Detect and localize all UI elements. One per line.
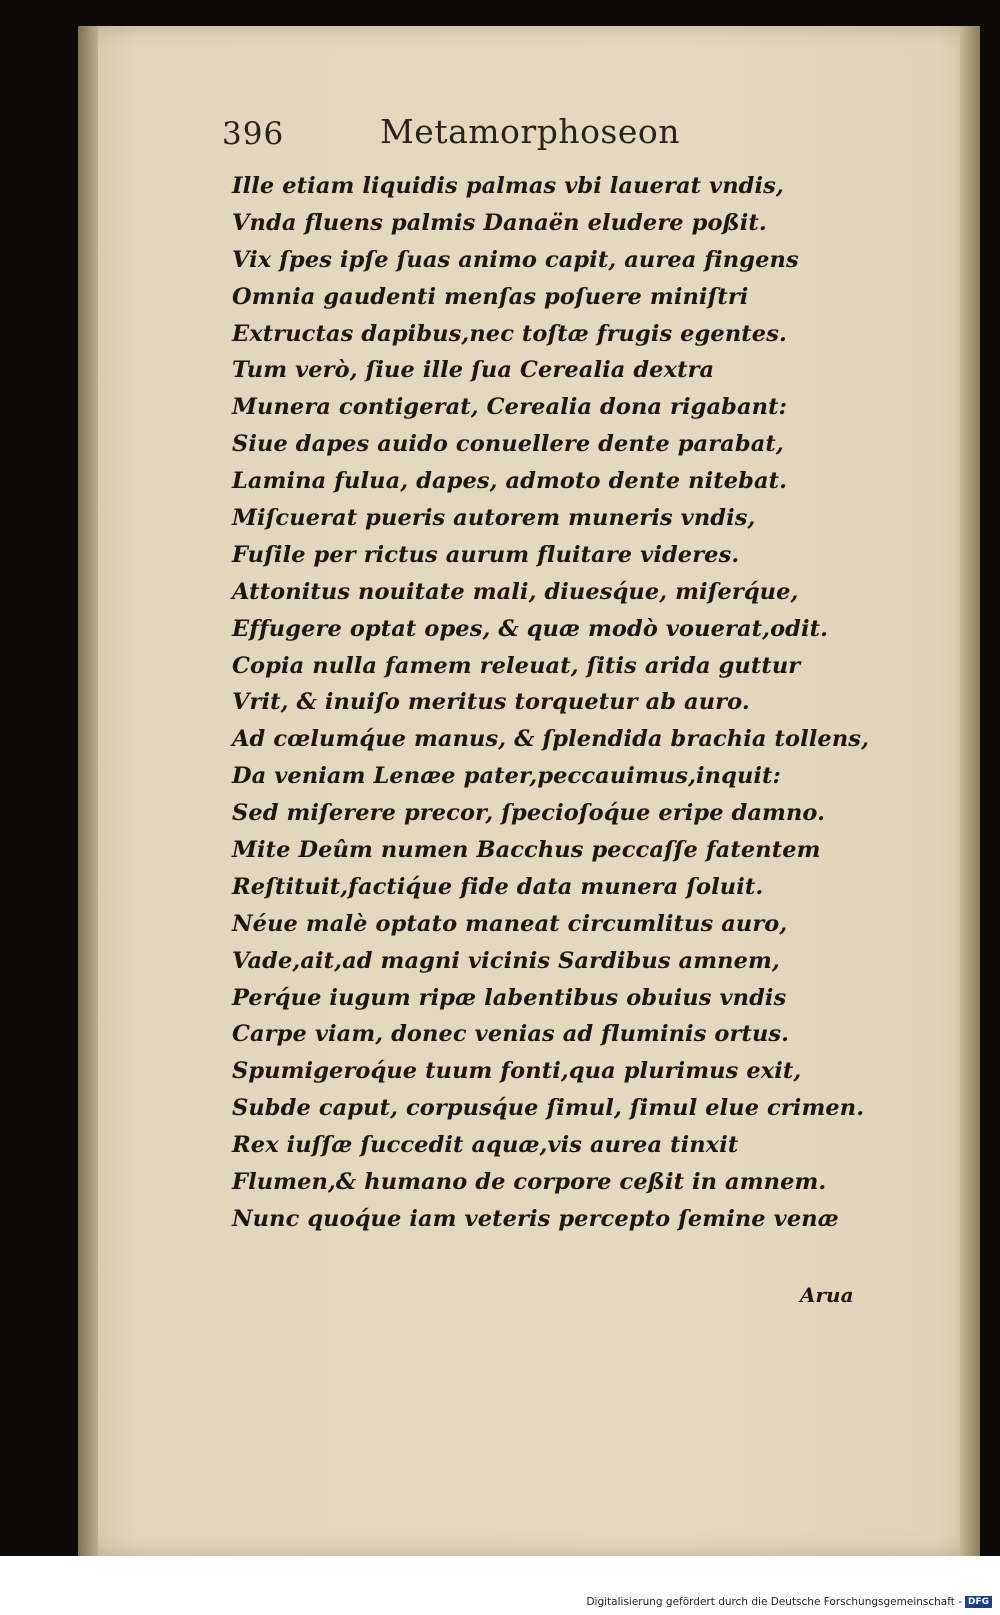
verse-line: Vade,ait,ad magni vicinis Sardibus amnem, — [232, 947, 780, 974]
verse-line: Miſcuerat pueris autorem muneris vndis, — [232, 505, 756, 532]
verse-line: Vnda fluens palmis Danaën eludere poßit. — [232, 209, 767, 236]
catchword: Arua — [800, 1283, 854, 1307]
verse-line: Flumen,& humano de corpore ceßit in amnem. — [232, 1169, 827, 1196]
verse-line: Sed miſerere precor, ſpecioſoq́ue eripe damno. — [232, 800, 826, 827]
verse-line: Néue malè optato maneat circumlitus auro, — [232, 910, 788, 937]
verse-line: Mite Deûm numen Bacchus peccaſſe fatentem — [232, 837, 821, 864]
running-head: Metamorphoseon — [380, 112, 681, 151]
digitization-credit — [586, 1596, 992, 1608]
verse-line: Nunc quoq́ue iam veteris percepto ſemine venæ — [232, 1205, 839, 1232]
verse-line: Subde caput, corpusq́ue ſimul, ſimul elue crimen. — [232, 1095, 865, 1122]
verse-line: Extructas dapibus,nec toſtæ frugis egentes. — [232, 320, 787, 347]
page-header — [222, 112, 922, 160]
verse-line: Vix ſpes ipſe ſuas animo capit, aurea fingens — [232, 246, 799, 273]
verse-line: Rex iuſſæ ſuccedit aquæ,vis aurea tinxit — [232, 1132, 739, 1159]
verse-line: Siue dapes auido conuellere dente parabat, — [232, 431, 784, 458]
verse-line: Effugere optat opes, & quæ modò vouerat,odit. — [232, 615, 829, 642]
verse-line: Vrit, & inuiſo meritus torquetur ab auro. — [232, 689, 750, 716]
verse-line: Perq́ue iugum ripæ labentibus obuius vndis — [232, 984, 787, 1011]
verse-line: Fuſile per rictus aurum fluitare videres. — [232, 541, 740, 568]
verse-line: Spumigeroq́ue tuum fonti,qua plurimus exit, — [232, 1058, 802, 1085]
verse-line: Reſtituit,factiq́ue fide data munera ſoluit. — [232, 873, 764, 900]
verse-line: Da veniam Lenæe pater,peccauimus,inquit: — [232, 763, 781, 790]
page-number: 396 — [222, 116, 285, 152]
verse-line: Munera contigerat, Cerealia dona rigabant: — [232, 394, 788, 421]
credit-text: Digitalisierung gefördert durch die Deutsche Forschungsgemeinschaft - — [586, 1596, 962, 1608]
verse-line: Copia nulla famem releuat, ſitis arida guttur — [232, 652, 801, 679]
verse-block — [232, 168, 869, 1238]
page-edge — [960, 26, 980, 1556]
verse-line: Lamina fulua, dapes, admoto dente nitebat. — [232, 468, 788, 495]
verse-line: Tum verò, ſiue ille ſua Cerealia dextra — [232, 357, 715, 384]
dfg-logo: DFG — [965, 1596, 992, 1608]
verse-line: Ille etiam liquidis palmas vbi lauerat vndis, — [232, 173, 784, 199]
verse-line: Carpe viam, donec venias ad fluminis ortus. — [232, 1021, 790, 1048]
verse-line: Attonitus nouitate mali, diuesq́ue, miſerq́ue, — [232, 578, 799, 605]
page-gutter — [78, 26, 98, 1556]
verse-line: Ad cœlumq́ue manus, & ſplendida brachia tollens, — [232, 726, 869, 753]
verse-line: Omnia gaudenti menſas poſuere miniſtri — [232, 283, 749, 310]
